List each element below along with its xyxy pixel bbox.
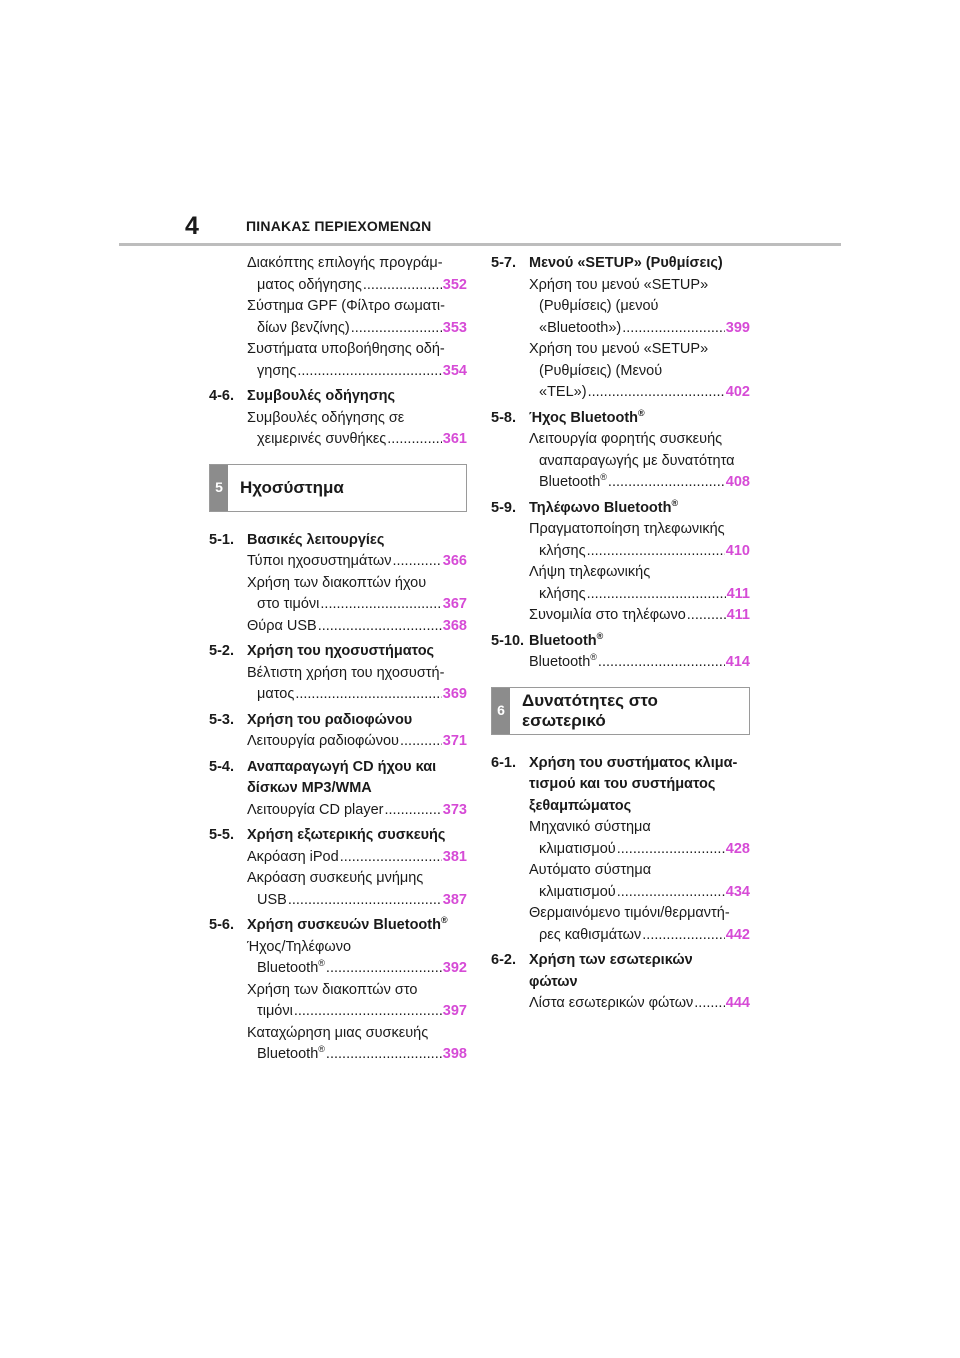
toc-entry-text: Bluetooth [257, 1046, 319, 1062]
section-title: Χρήση του ηχοσυστήματος [247, 643, 435, 659]
section-title-continued: δίσκων MP3/WMA [247, 780, 372, 796]
page-link[interactable]: 397 [442, 1003, 467, 1019]
toc-entry-text: Σύστημα GPF (Φίλτρο σωματι- [247, 298, 445, 314]
registered-mark: ® [596, 630, 604, 641]
section-title: Τηλέφωνο Bluetooth [529, 499, 672, 516]
page-link[interactable]: 408 [725, 474, 750, 490]
page-link[interactable]: 399 [725, 319, 750, 336]
toc-entry-text: Συμβουλές οδήγησης σε [247, 409, 405, 426]
toc-left-column [209, 253, 467, 1066]
section-number: 5-1. [209, 531, 234, 548]
section-title: Συμβουλές οδήγησης [247, 388, 396, 404]
section-heading[interactable] [491, 408, 750, 430]
toc-entry-text: Χρήση των διακοπτών ήχου [247, 574, 427, 591]
section-heading[interactable] [209, 915, 467, 937]
section-number: 6-2. [491, 952, 516, 968]
page-link[interactable]: 402 [725, 384, 750, 400]
toc-entry-text: (Ρυθμίσεις) (Μενού [539, 362, 663, 379]
section-heading[interactable] [209, 386, 467, 408]
registered-mark: ® [590, 652, 597, 663]
toc-entry-text: Τύποι ηχοσυστημάτων [247, 553, 392, 569]
page-link[interactable]: 444 [725, 995, 750, 1011]
page-link[interactable]: 392 [442, 960, 467, 976]
section-heading[interactable] [491, 253, 750, 275]
toc-entry-text: Ακρόαση iPod [247, 848, 339, 865]
page-link[interactable]: 442 [725, 926, 750, 943]
chapter-title: Δυνατότητες στο [522, 690, 658, 710]
toc-entry-text: Συστήματα υποβοήθησης οδή- [247, 341, 445, 357]
toc-entry-text: ρες καθισμάτων [539, 926, 642, 943]
toc-entry[interactable] [491, 903, 750, 946]
section-heading[interactable] [491, 498, 750, 520]
toc-entry-text: Bluetooth [539, 474, 601, 490]
registered-mark: ® [638, 407, 645, 418]
toc-entry[interactable] [491, 860, 750, 903]
chapter-5-box[interactable] [209, 464, 467, 512]
toc-entry-text: Λήψη τηλεφωνικής [529, 564, 651, 580]
toc-entry-text: Αυτόματο σύστημα [529, 862, 652, 878]
toc-entry[interactable] [491, 339, 750, 404]
page-link[interactable]: 361 [442, 431, 467, 447]
page-link[interactable]: 411 [726, 607, 750, 623]
section-title: Βασικές λειτουργίες [247, 531, 385, 548]
page-link[interactable]: 381 [442, 848, 467, 865]
toc-entry-text: «Bluetooth») [539, 319, 622, 336]
toc-entry-text: Ακρόαση συσκευής μνήμης [247, 870, 424, 886]
page-number: 4 [185, 212, 199, 240]
chapter-number-tab: 6 [492, 688, 510, 734]
toc-entry-text: ματος [257, 686, 295, 702]
toc-entry-text: κλιματισμού [539, 883, 616, 900]
section-heading[interactable] [209, 710, 467, 732]
toc-entry-text: τιμόνι [257, 1003, 293, 1019]
toc-entry[interactable] [209, 253, 467, 296]
section-title: Αναπαραγωγή CD ήχου και [247, 758, 437, 775]
page-link[interactable]: 368 [442, 617, 467, 634]
toc-entry-text: Βέλτιστη χρήση του ηχοσυστή- [247, 664, 445, 681]
section-title-continued: τισμού και του συστήματος [529, 776, 716, 792]
section-title: Χρήση του ραδιοφώνου [247, 711, 413, 728]
toc-entry-text: χειμερινές συνθήκες [257, 431, 387, 447]
header-rule [119, 243, 841, 246]
toc-entry[interactable] [491, 817, 750, 860]
toc-entry[interactable] [491, 652, 750, 674]
section-number: 5-3. [209, 711, 234, 728]
toc-entry[interactable] [491, 275, 750, 340]
toc-entry-text: γησης [257, 362, 297, 379]
page-link[interactable]: 373 [442, 801, 467, 818]
toc-entry-text: Bluetooth [529, 654, 591, 670]
toc-entry[interactable] [209, 1023, 467, 1066]
toc-entry-text: Καταχώρηση μιας συσκευής [247, 1024, 429, 1041]
toc-entry-text: αναπαραγωγής με δυνατότητα [539, 452, 735, 469]
section-heading[interactable] [491, 950, 750, 972]
section-heading[interactable] [209, 757, 467, 779]
registered-mark: ® [671, 497, 679, 508]
toc-entry[interactable] [491, 993, 750, 1015]
section-title: Χρήση των εσωτερικών [529, 952, 693, 968]
toc-entry-text: «TEL») [539, 384, 587, 400]
section-number: 5-8. [491, 409, 516, 426]
section-title: Χρήση του συστήματος κλιμα- [529, 754, 738, 771]
toc-entry-text: USB [257, 891, 287, 908]
chapter-number-tab: 5 [210, 465, 228, 511]
page-link[interactable]: 387 [442, 891, 467, 908]
toc-entry[interactable] [491, 519, 750, 562]
toc-entry[interactable] [209, 616, 467, 638]
section-title-continued: φώτων [529, 973, 578, 990]
section-title: Ήχος Bluetooth [529, 409, 639, 426]
section-number: 5-4. [209, 758, 234, 775]
page-link[interactable]: 410 [725, 542, 750, 559]
toc-entry[interactable] [209, 663, 467, 706]
section-title: Χρήση εξωτερικής συσκευής [247, 827, 446, 843]
page-link[interactable]: 398 [442, 1046, 467, 1062]
toc-entry[interactable] [209, 339, 467, 382]
page-link[interactable]: 371 [442, 733, 467, 749]
toc-right-column [491, 253, 750, 1015]
toc-entry-text: κλήσης [539, 542, 586, 559]
toc-entry-text: Θύρα USB [247, 617, 317, 634]
toc-entry[interactable] [209, 868, 467, 911]
section-number: 5-10. [491, 632, 525, 649]
toc-entry-text: Λειτουργία ραδιοφώνου [247, 733, 399, 749]
registered-mark: ® [600, 472, 607, 483]
page-link[interactable]: 369 [442, 686, 467, 702]
toc-entry[interactable] [209, 800, 467, 822]
section-number: 5-6. [209, 917, 234, 933]
section-number: 5-2. [209, 643, 234, 659]
section-title: Μενού «SETUP» (Ρυθμίσεις) [529, 255, 723, 271]
toc-entry-text: Συνομιλία στο τηλέφωνο [529, 607, 686, 623]
page-header-title: ΠΙΝΑΚΑΣ ΠΕΡΙΕΧΟΜΕΝΩΝ [246, 218, 432, 234]
toc-entry[interactable] [209, 731, 467, 753]
toc-entry-text: Λίστα εσωτερικών φώτων [529, 995, 694, 1011]
section-heading[interactable] [209, 641, 467, 663]
registered-mark: ® [318, 958, 325, 969]
registered-mark: ® [318, 1044, 325, 1055]
section-number: 5-5. [209, 827, 234, 843]
toc-entry[interactable] [209, 847, 467, 869]
registered-mark: ® [440, 915, 448, 926]
toc-entry[interactable] [209, 573, 467, 616]
toc-entry-text: Μηχανικό σύστημα [529, 819, 651, 835]
page-link[interactable]: 414 [725, 654, 750, 670]
section-number: 5-9. [491, 499, 516, 516]
toc-entry[interactable] [491, 605, 750, 627]
toc-entry-text: δίων βενζίνης) [257, 319, 350, 336]
toc-entry-text: στο τιμόνι [257, 596, 320, 612]
page-link[interactable]: 354 [442, 362, 467, 379]
section-heading[interactable] [209, 825, 467, 847]
page-link[interactable]: 366 [442, 553, 467, 569]
section-title: Bluetooth [529, 632, 597, 649]
toc-entry-text: κλήσης [539, 585, 586, 602]
section-number: 5-7. [491, 255, 516, 271]
page-link[interactable]: 428 [725, 840, 750, 857]
toc-entry-text: (Ρυθμίσεις) (μενού [539, 298, 659, 314]
toc-entry[interactable] [209, 937, 467, 980]
toc-entry-text: κλιματισμού [539, 840, 616, 857]
section-title-continued: ξεθαμπώματος [529, 797, 632, 814]
section-title: Χρήση συσκευών Bluetooth [247, 917, 441, 933]
toc-entry-text: Λειτουργία CD player [247, 801, 384, 818]
page-link[interactable]: 367 [442, 596, 467, 612]
section-number: 4-6. [209, 388, 234, 404]
section-number: 6-1. [491, 754, 516, 771]
toc-entry-text: Διακόπτης επιλογής προγράμ- [247, 255, 443, 271]
section-heading[interactable] [491, 753, 750, 775]
toc-entry[interactable] [491, 562, 750, 605]
section-heading[interactable] [209, 530, 467, 552]
toc-entry-text: Λειτουργία φορητής συσκευής [529, 431, 723, 447]
page-link[interactable]: 434 [725, 883, 750, 900]
page-link[interactable]: 352 [442, 276, 467, 293]
toc-entry-text: Ήχος/Τηλέφωνο [247, 938, 352, 955]
toc-entry[interactable] [209, 551, 467, 573]
toc-entry-text: Bluetooth [257, 960, 319, 976]
toc-entry-text: Χρήση των διακοπτών στο [247, 981, 418, 998]
toc-entry-text: ματος οδήγησης [257, 276, 362, 293]
chapter-title: Ηχοσύστημα [240, 477, 344, 497]
chapter-6-box[interactable] [491, 687, 750, 735]
page-link[interactable]: 353 [442, 319, 467, 336]
toc-entry[interactable] [209, 296, 467, 339]
toc-entry[interactable] [491, 429, 750, 494]
toc-entry-text: Πραγματοποίηση τηλεφωνικής [529, 521, 725, 537]
toc-entry-text: Χρήση του μενού «SETUP» [529, 341, 709, 357]
section-heading[interactable] [491, 631, 750, 653]
page-link[interactable]: 411 [726, 585, 750, 602]
chapter-title-continued: εσωτερικό [522, 710, 606, 730]
toc-entry-text: Χρήση του μενού «SETUP» [529, 276, 709, 293]
toc-entry-text: Θερμαινόμενο τιμόνι/θερμαντή- [529, 905, 730, 921]
toc-entry[interactable] [209, 408, 467, 451]
toc-entry[interactable] [209, 980, 467, 1023]
